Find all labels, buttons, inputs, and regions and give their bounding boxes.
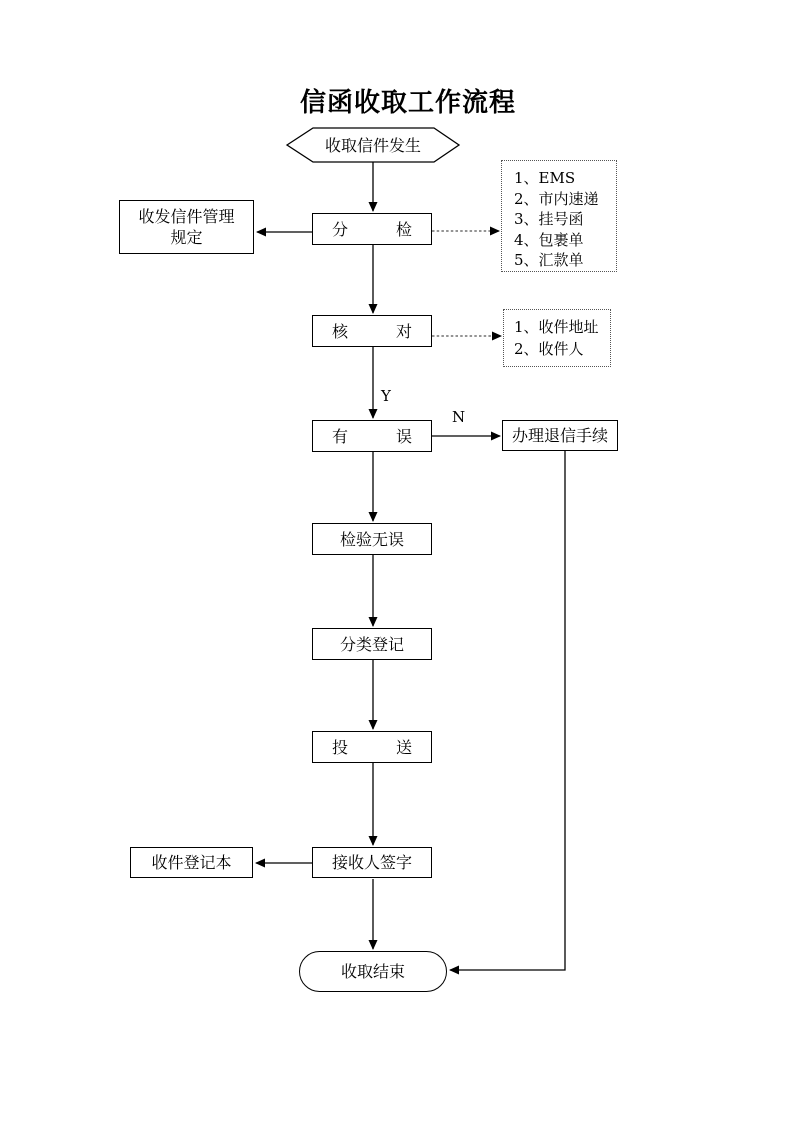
regulation-line-2: 规定 [170,228,203,247]
page-title: 信函收取工作流程 [300,88,517,118]
return-mail-box: 办理退信手续 [502,420,618,451]
start-node-label: 收取信件发生 [324,135,421,155]
note-item: 4、包裹单 [514,230,584,249]
step-error-box: 有 误 [312,420,432,452]
step-sign-box: 接收人签字 [312,847,432,878]
note-item: 1、收件地址 [514,318,599,336]
step-verified-box: 检验无误 [312,523,432,555]
end-node: 收取结束 [299,951,447,992]
branch-label-yes: Y [381,387,391,405]
branch-label-no: N [452,408,466,426]
step-check-box: 核 对 [312,315,432,347]
regulation-box [119,200,254,254]
step-register-box: 分类登记 [312,628,432,660]
note-item: 5、汇款单 [514,251,584,269]
step-sort-box: 分 检 [312,213,432,245]
connector-return-to-end [450,451,565,970]
note-item: 2、收件人 [514,340,584,358]
logbook-box: 收件登记本 [130,847,253,878]
step-deliver-box: 投 送 [312,731,432,763]
note-item: 2、市内速递 [514,189,599,208]
mail-types-note [501,160,617,272]
note-item: 3、挂号函 [514,210,584,228]
check-items-note [503,309,611,367]
note-item: 1、EMS [514,169,576,187]
regulation-line-1: 收发信件管理 [138,207,235,226]
